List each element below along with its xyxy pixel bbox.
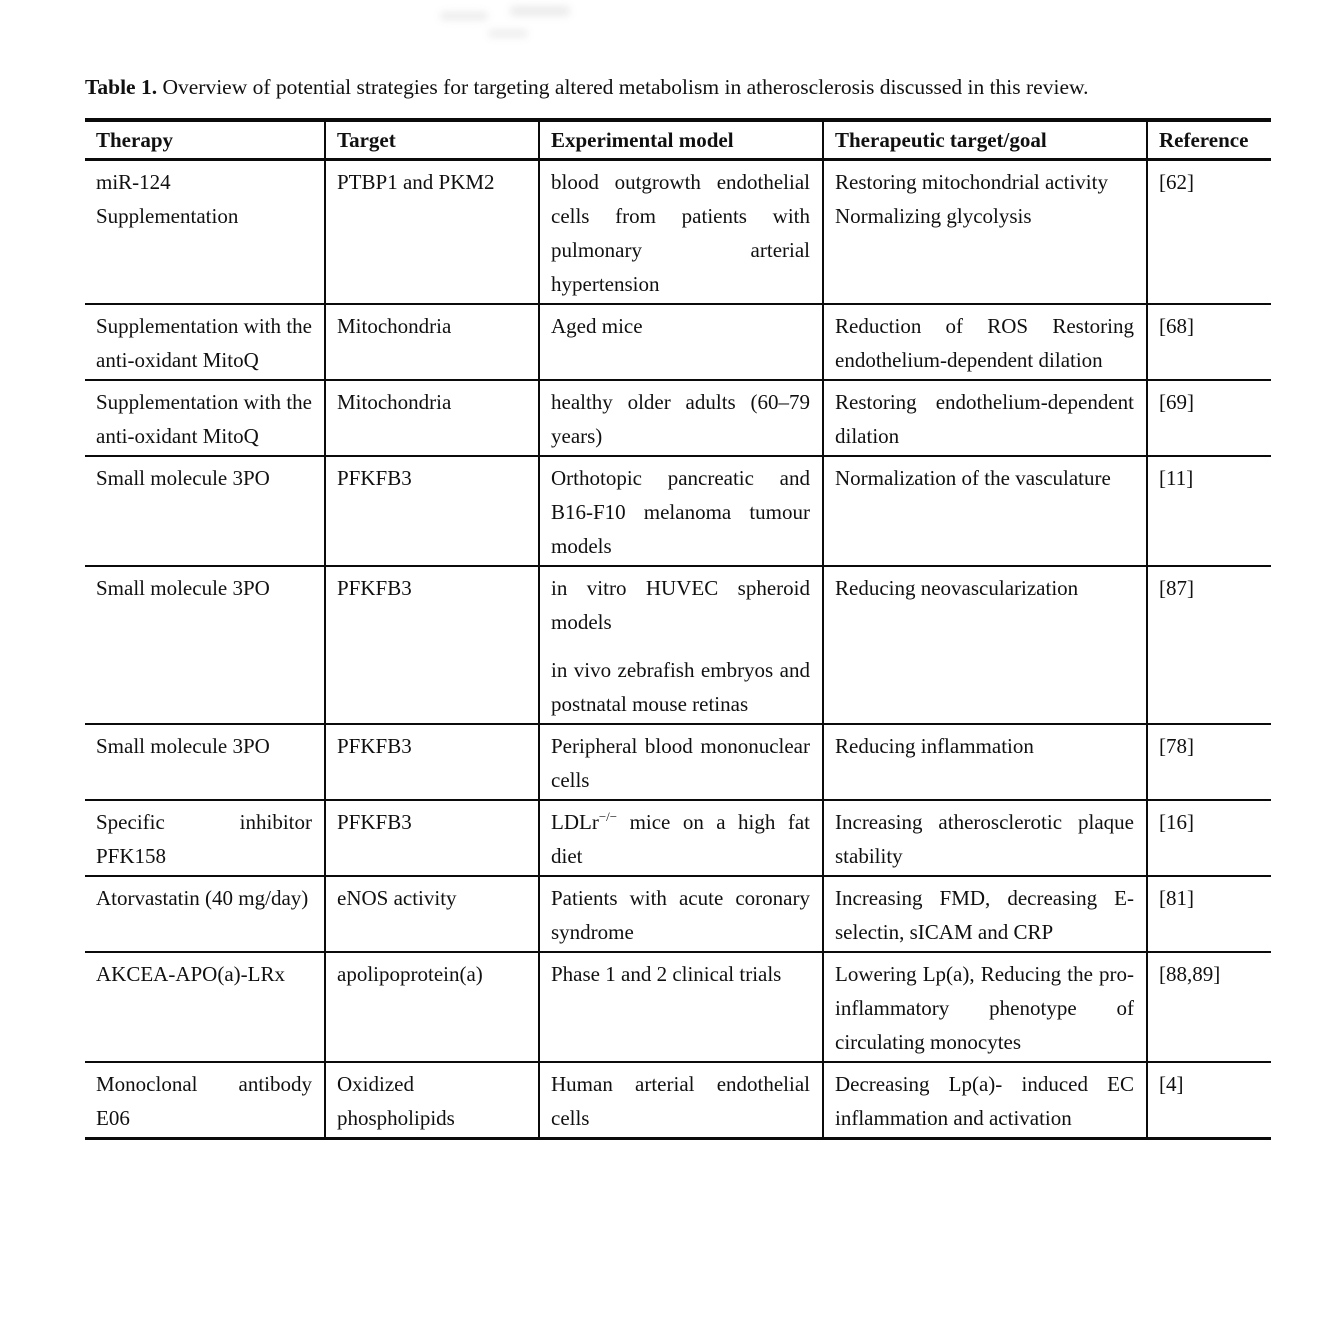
cell-paragraph: AKCEA-APO(a)-LRx [96,962,285,986]
cell-paragraph: PFKFB3 [337,466,412,490]
column-header-target: Target [325,120,539,160]
cell-paragraph: Phase 1 and 2 clinical trials [551,962,782,986]
cell-goal [823,566,1147,724]
cell-model [539,380,823,456]
cell-paragraph: Supplementation with the anti-oxidant MitoQ [96,390,312,448]
cell-paragraph: Aged mice [551,314,643,338]
cell-paragraph: PFKFB3 [337,576,412,600]
cell-paragraph: Lowering Lp(a), Reducing the pro-inflammatory phenotype of circulating monocytes [835,962,1134,1054]
cell-therapy [85,800,325,876]
cell-paragraph: eNOS activity [337,886,457,910]
table-body [85,160,1271,1139]
cell-reference [1147,456,1271,566]
cell-paragraph: Mitochondria [337,390,452,414]
cell-therapy [85,566,325,724]
cell-paragraph: [88,89] [1159,962,1221,986]
cell-model [539,876,823,952]
cell-paragraph: Reducing inflammation [835,734,1034,758]
cell-paragraph: Reducing neovascularization [835,576,1079,600]
cell-paragraph: [81] [1159,886,1194,910]
cell-target [325,456,539,566]
cell-target [325,1062,539,1139]
column-header-therapeutic-target-goal: Therapeutic target/goal [823,120,1147,160]
print-artifact [488,30,528,37]
cell-paragraph: in vivo zebrafish embryos and postnatal mouse retinas [551,658,810,716]
cell-paragraph: PFKFB3 [337,810,412,834]
cell-goal [823,952,1147,1062]
cell-target [325,876,539,952]
cell-paragraph: Atorvastatin (40 mg/day) [96,886,309,910]
cell-therapy [85,1062,325,1139]
cell-therapy [85,724,325,800]
table-header [85,120,1271,160]
table-row [85,1062,1271,1139]
cell-paragraph: Small molecule 3PO [96,734,270,758]
cell-paragraph: PFKFB3 [337,734,412,758]
cell-paragraph: [4] [1159,1072,1184,1096]
cell-paragraph [551,805,810,873]
cell-model [539,566,823,724]
cell-paragraph: Supplementation with the anti-oxidant MitoQ [96,314,312,372]
cell-goal [823,380,1147,456]
superscript-text: −/− [598,809,618,824]
cell-therapy [85,380,325,456]
run-text: LDLr [551,810,599,834]
cell-paragraph: [87] [1159,576,1194,600]
cell-model [539,160,823,305]
cell-paragraph: [62] [1159,170,1194,194]
cell-paragraph: [69] [1159,390,1194,414]
cell-goal [823,160,1147,305]
cell-reference [1147,1062,1271,1139]
cell-therapy [85,876,325,952]
cell-paragraph: Restoring endothelium-dependent dilation [835,390,1134,448]
cell-reference [1147,160,1271,305]
cell-reference [1147,800,1271,876]
column-header-experimental-model: Experimental model [539,120,823,160]
cell-model [539,456,823,566]
cell-reference [1147,380,1271,456]
table-row [85,952,1271,1062]
paragraph-gap [551,639,810,653]
table-row [85,566,1271,724]
run-text: mice on a high fat diet [551,810,810,868]
cell-therapy [85,952,325,1062]
cell-paragraph: Specific inhibitor PFK158 [96,810,312,868]
cell-paragraph: [78] [1159,734,1194,758]
cell-paragraph: Human arterial endothelial cells [551,1072,810,1130]
cell-goal [823,456,1147,566]
cell-reference [1147,724,1271,800]
cell-target [325,160,539,305]
cell-target [325,304,539,380]
strategies-table [85,118,1271,1140]
cell-paragraph: healthy older adults (60–79 years) [551,390,810,448]
cell-reference [1147,566,1271,724]
cell-goal [823,876,1147,952]
cell-paragraph: miR-124 Supplementation [96,170,239,228]
table-caption [85,68,1271,106]
cell-paragraph: Decreasing Lp(a)- induced EC inflammation and activation [835,1072,1134,1130]
column-header-therapy: Therapy [96,128,174,152]
table-header-row [85,120,1271,160]
cell-target [325,380,539,456]
cell-target [325,800,539,876]
cell-therapy [85,304,325,380]
cell-paragraph: Peripheral blood mononuclear cells [551,734,810,792]
cell-paragraph: Patients with acute coronary syndrome [551,886,810,944]
cell-paragraph: Reduction of ROS Restoring endothelium-dependent dilation [835,314,1134,372]
table-row [85,380,1271,456]
table-row [85,304,1271,380]
cell-target [325,952,539,1062]
cell-reference [1147,304,1271,380]
cell-goal [823,724,1147,800]
cell-paragraph: Small molecule 3PO [96,466,270,490]
cell-target [325,566,539,724]
cell-paragraph: Increasing FMD, decreasing E-selectin, sICAM and CRP [835,886,1134,944]
cell-model [539,304,823,380]
table-row [85,800,1271,876]
table-row [85,876,1271,952]
cell-target [325,724,539,800]
print-artifact [510,6,570,16]
cell-paragraph: Restoring mitochondrial activity [835,170,1108,194]
cell-paragraph: [11] [1159,466,1194,490]
cell-paragraph: blood outgrowth endothelial cells from patients with pulmonary arterial hypertension [551,170,810,296]
table-caption-text: Overview of potential strategies for targeting altered metabolism in atherosclerosis discussed in this review. [162,75,1089,99]
table-row [85,724,1271,800]
cell-goal [823,800,1147,876]
cell-paragraph: PTBP1 and PKM2 [337,170,495,194]
table-caption-label: Table 1. [85,75,158,99]
table-row [85,456,1271,566]
cell-paragraph: [68] [1159,314,1194,338]
cell-model [539,724,823,800]
cell-model [539,800,823,876]
cell-paragraph: Small molecule 3PO [96,576,270,600]
cell-paragraph: Orthotopic pancreatic and B16-F10 melanoma tumour models [551,466,810,558]
cell-paragraph: Normalizing glycolysis [835,204,1032,228]
cell-therapy [85,456,325,566]
cell-reference [1147,952,1271,1062]
cell-paragraph: [16] [1159,810,1194,834]
cell-paragraph: Oxidized phospholipids [337,1072,455,1130]
cell-paragraph: Monoclonal antibody E06 [96,1072,312,1130]
cell-goal [823,1062,1147,1139]
table-row [85,160,1271,305]
cell-therapy [85,160,325,305]
cell-goal [823,304,1147,380]
cell-model [539,1062,823,1139]
cell-paragraph: Normalization of the vasculature [835,466,1111,490]
cell-paragraph: apolipoprotein(a) [337,962,483,986]
cell-reference [1147,876,1271,952]
page-content [85,68,1271,1140]
print-artifact [440,12,488,20]
cell-model [539,952,823,1062]
cell-paragraph: Increasing atherosclerotic plaque stability [835,810,1134,868]
cell-paragraph: in vitro HUVEC spheroid models [551,576,810,634]
column-header-reference: Reference [1147,120,1271,160]
cell-paragraph: Mitochondria [337,314,452,338]
